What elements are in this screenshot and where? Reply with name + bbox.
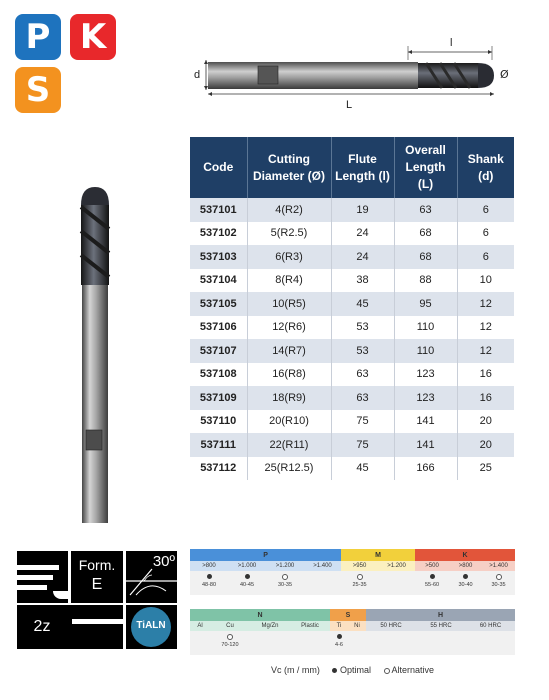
- material-sub-label: Al: [190, 621, 210, 631]
- material-group-m: M: [341, 549, 415, 561]
- feature-form: [71, 551, 123, 603]
- cell-flute-length: 38: [331, 269, 394, 293]
- material-sub-label: >500: [415, 561, 449, 571]
- cell-flute-length: 75: [331, 433, 394, 457]
- material-sub-label: >1.200: [266, 561, 304, 571]
- cell-shank: 10: [457, 269, 514, 293]
- speed-value: 40-45: [239, 582, 255, 588]
- cell-flute-length: 53: [331, 316, 394, 340]
- material-sub-label: 50 HRC: [366, 621, 416, 631]
- material-speed-cell: [190, 631, 210, 655]
- cell-flute-length: 63: [331, 386, 394, 410]
- tool-flat: [258, 66, 278, 84]
- cell-cutting-diameter: 25(R12.5): [247, 457, 331, 481]
- material-speed-cell: [190, 571, 228, 595]
- table-row: [190, 363, 514, 387]
- material-sub-label: Ni: [348, 621, 366, 631]
- logo-tile-s: S: [15, 67, 61, 113]
- cell-overall-length: 88: [394, 269, 457, 293]
- header-shank: Shank (d): [457, 137, 514, 198]
- header-flute-length: Flute Length (l): [331, 137, 394, 198]
- material-sub-label: >800: [190, 561, 228, 571]
- material-sub-label: 60 HRC: [466, 621, 515, 631]
- cell-code: 537104: [190, 269, 247, 293]
- form-value: E: [91, 576, 103, 593]
- material-sub-label: Cu: [210, 621, 250, 631]
- cell-shank: 6: [457, 198, 514, 222]
- material-speed-cell: [416, 631, 466, 655]
- cell-shank: 20: [457, 410, 514, 434]
- cell-flute-length: 24: [331, 245, 394, 269]
- cell-cutting-diameter: 8(R4): [247, 269, 331, 293]
- material-table-top: [190, 549, 515, 595]
- material-speed-cell: [341, 571, 378, 595]
- cell-cutting-diameter: 16(R8): [247, 363, 331, 387]
- cell-code: 537103: [190, 245, 247, 269]
- dimension-drawing: [190, 32, 520, 112]
- cell-overall-length: 123: [394, 363, 457, 387]
- tool-shank: [208, 62, 418, 89]
- cell-code: 537101: [190, 198, 247, 222]
- cell-code: 537102: [190, 222, 247, 246]
- material-speed-cell: [415, 571, 449, 595]
- form-label: Form.: [78, 557, 116, 573]
- material-sub-label: Plastic: [290, 621, 330, 631]
- logo-tile-k: K: [70, 14, 116, 60]
- speed-value: 55-60: [425, 582, 440, 588]
- material-speed-cell: [304, 571, 341, 595]
- header-code: Code: [190, 137, 247, 198]
- cell-overall-length: 68: [394, 222, 457, 246]
- cell-overall-length: 68: [394, 245, 457, 269]
- cell-cutting-diameter: 20(R10): [247, 410, 331, 434]
- speed-value: 30-35: [277, 582, 293, 588]
- material-group-s: S: [330, 609, 366, 621]
- material-speed-cell: [266, 571, 304, 595]
- cell-flute-length: 24: [331, 222, 394, 246]
- speed-value: 70-120: [221, 642, 239, 648]
- material-sub-label: 55 HRC: [416, 621, 466, 631]
- table-row: [190, 433, 514, 457]
- cell-cutting-diameter: 6(R3): [247, 245, 331, 269]
- cell-cutting-diameter: 5(R2.5): [247, 222, 331, 246]
- cell-shank: 20: [457, 433, 514, 457]
- speed-value: 4-6: [335, 642, 343, 648]
- cell-cutting-diameter: 12(R6): [247, 316, 331, 340]
- material-group-p: P: [190, 549, 341, 561]
- material-sub-label: Mg/Zn: [250, 621, 290, 631]
- spec-header-row: [190, 137, 514, 198]
- cell-shank: 12: [457, 339, 514, 363]
- material-speed-cell: [366, 631, 416, 655]
- dim-label-d: d: [194, 69, 201, 81]
- cell-overall-length: 141: [394, 433, 457, 457]
- optimal-dot-icon: [463, 574, 468, 579]
- cell-overall-length: 110: [394, 339, 457, 363]
- material-group-k: K: [415, 549, 515, 561]
- feature-coating: [126, 605, 177, 649]
- speed-value: 25-35: [352, 582, 367, 588]
- cell-code: 537105: [190, 292, 247, 316]
- alternative-dot-icon: [496, 574, 502, 580]
- cell-flute-length: 19: [331, 198, 394, 222]
- cell-shank: 6: [457, 222, 514, 246]
- material-speed-cell: [466, 631, 515, 655]
- material-speed-cell: [290, 631, 330, 655]
- cell-overall-length: 141: [394, 410, 457, 434]
- table-row: [190, 245, 514, 269]
- cell-flute-length: 45: [331, 457, 394, 481]
- material-sub-label: >1.400: [304, 561, 341, 571]
- cell-overall-length: 123: [394, 386, 457, 410]
- material-speed-cell: [378, 571, 415, 595]
- table-row: [190, 457, 514, 481]
- table-row: [190, 222, 514, 246]
- cell-code: 537111: [190, 433, 247, 457]
- feature-helix-angle: [126, 551, 177, 603]
- legend-vc: Vc (m / mm): [270, 665, 320, 675]
- cell-overall-length: 166: [394, 457, 457, 481]
- optimal-dot-icon: [245, 574, 250, 579]
- table-row: [190, 269, 514, 293]
- optimal-dot-icon: [430, 574, 435, 579]
- cell-cutting-diameter: 4(R2): [247, 198, 331, 222]
- material-speed-cell: [330, 631, 348, 655]
- cell-flute-length: 63: [331, 363, 394, 387]
- cell-shank: 25: [457, 457, 514, 481]
- specification-table: [190, 137, 514, 480]
- helix-angle-value: 30º: [152, 553, 175, 570]
- cell-overall-length: 110: [394, 316, 457, 340]
- material-speed-cell: [228, 571, 266, 595]
- coating-label: TiALN: [136, 620, 166, 631]
- material-group-n: N: [190, 609, 330, 621]
- cell-overall-length: 95: [394, 292, 457, 316]
- material-sub-label: >1.200: [378, 561, 415, 571]
- header-cutting-diameter: Cutting Diameter (Ø): [247, 137, 331, 198]
- cell-shank: 16: [457, 363, 514, 387]
- table-row: [190, 339, 514, 363]
- material-table-bottom: [190, 609, 515, 655]
- cell-code: 537112: [190, 457, 247, 481]
- table-row: [190, 410, 514, 434]
- flute-count: 2z: [33, 618, 51, 635]
- legend-alternative: Alternative: [391, 665, 435, 675]
- alternative-dot-icon: [357, 574, 363, 580]
- cell-cutting-diameter: 14(R7): [247, 339, 331, 363]
- material-sub-label: >950: [341, 561, 378, 571]
- material-speed-cell: [348, 631, 366, 655]
- material-sub-label: >1.000: [228, 561, 266, 571]
- material-speed-cell: [250, 631, 290, 655]
- legend-optimal: Optimal: [339, 665, 371, 675]
- cell-code: 537109: [190, 386, 247, 410]
- speed-legend: [190, 665, 515, 675]
- cell-code: 537110: [190, 410, 247, 434]
- cell-shank: 6: [457, 245, 514, 269]
- optimal-dot-icon: [337, 634, 342, 639]
- dim-label-l: l: [450, 37, 453, 49]
- logo-tile-p: P: [15, 14, 61, 60]
- table-row: [190, 198, 514, 222]
- cell-flute-length: 45: [331, 292, 394, 316]
- material-speed-cell: [449, 571, 482, 595]
- cell-flute-length: 53: [331, 339, 394, 363]
- feature-flutes: [17, 605, 123, 649]
- speed-value: 48-80: [201, 582, 217, 588]
- material-sub-label: >800: [449, 561, 482, 571]
- alternative-dot-icon: [282, 574, 288, 580]
- cell-code: 537108: [190, 363, 247, 387]
- table-row: [190, 316, 514, 340]
- material-sub-label: Ti: [330, 621, 348, 631]
- cell-overall-length: 63: [394, 198, 457, 222]
- cell-cutting-diameter: 18(R9): [247, 386, 331, 410]
- dim-label-diameter: Ø: [500, 68, 509, 81]
- cell-shank: 12: [457, 316, 514, 340]
- cell-shank: 12: [457, 292, 514, 316]
- feature-tool-type: [17, 551, 68, 603]
- optimal-dot-icon: [207, 574, 212, 579]
- speed-value: 30-35: [491, 582, 506, 588]
- cell-cutting-diameter: 22(R11): [247, 433, 331, 457]
- tool-image: [70, 185, 120, 525]
- speed-value: 30-40: [458, 582, 473, 588]
- material-group-h: H: [366, 609, 515, 621]
- material-speed-cell: [210, 631, 250, 655]
- material-sub-label: >1.400: [482, 561, 515, 571]
- table-row: [190, 386, 514, 410]
- optimal-dot-icon: [332, 668, 337, 673]
- header-overall-length: Overall Length (L): [394, 137, 457, 198]
- cell-code: 537107: [190, 339, 247, 363]
- alternative-dot-icon: [227, 634, 233, 640]
- cell-code: 537106: [190, 316, 247, 340]
- material-speed-cell: [482, 571, 515, 595]
- dim-label-L: L: [346, 99, 353, 111]
- table-row: [190, 292, 514, 316]
- cell-cutting-diameter: 10(R5): [247, 292, 331, 316]
- cell-shank: 16: [457, 386, 514, 410]
- cell-flute-length: 75: [331, 410, 394, 434]
- alternative-dot-icon: [384, 668, 390, 674]
